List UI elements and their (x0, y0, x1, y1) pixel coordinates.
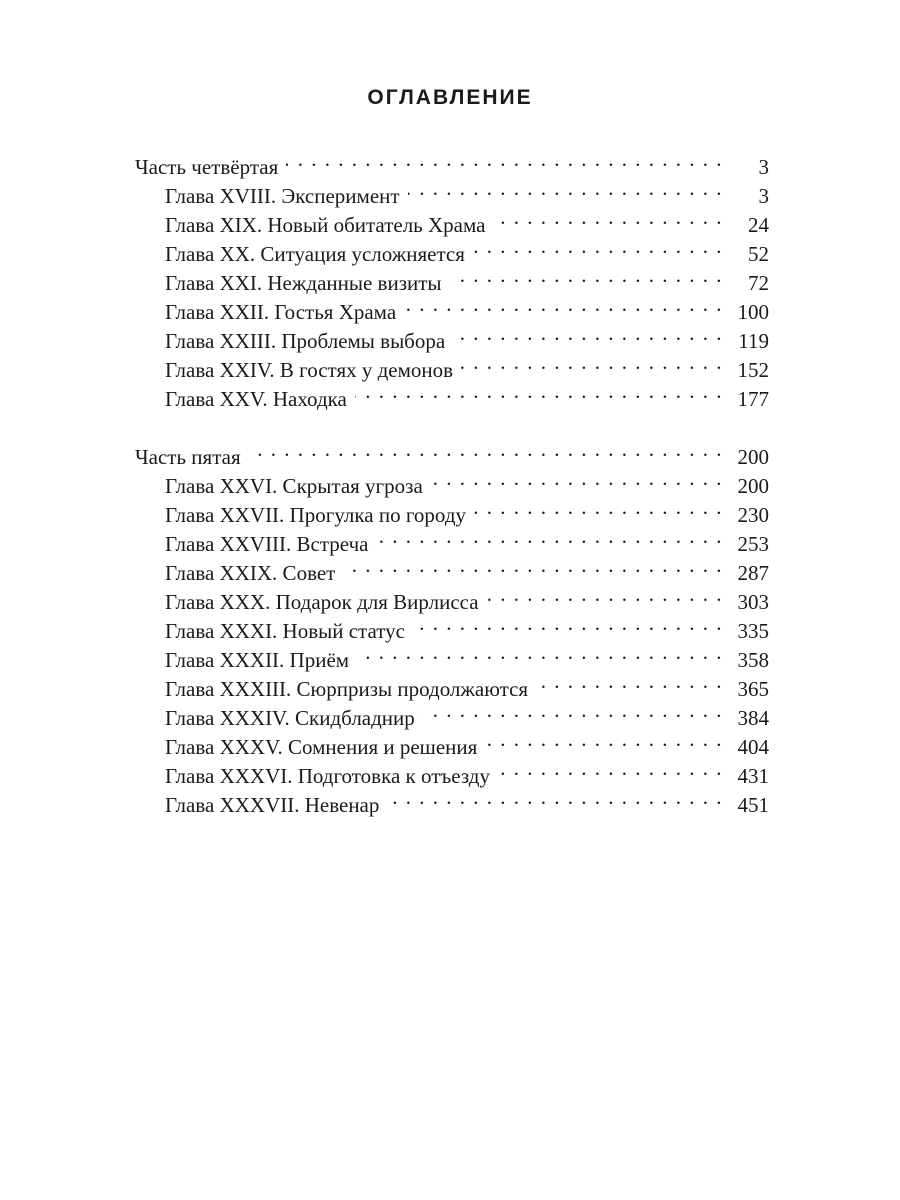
page-number: 119 (738, 329, 769, 353)
dot-leader (355, 377, 723, 406)
chapter-title: Глава XXVII. Прогулка по городу (165, 503, 467, 527)
dot-leader (450, 261, 723, 290)
page-number: 451 (737, 793, 769, 817)
toc-part-row[interactable] (135, 145, 769, 179)
dot-leader (357, 638, 723, 667)
dot-leader (387, 783, 723, 812)
page-number: 72 (748, 271, 769, 295)
chapter-title: Глава XXXVI. Подготовка к отъезду (165, 764, 490, 788)
page-number: 303 (737, 590, 769, 614)
page-number: 230 (737, 503, 769, 527)
page-number: 384 (737, 706, 769, 730)
page-number: 100 (737, 300, 769, 324)
chapter-title: Глава XIX. Новый обитатель Храма (165, 213, 486, 237)
page-number: 3 (758, 155, 769, 179)
toc-part-section (135, 435, 769, 817)
page-title: ОГЛАВЛЕНИЕ (367, 86, 533, 109)
page-number: 177 (737, 387, 769, 411)
chapter-title: Глава XX. Ситуация усложняется (165, 242, 465, 266)
dot-leader (474, 493, 723, 522)
chapter-title: Глава XXXV. Сомнения и решения (165, 735, 478, 759)
chapter-title: Глава XXVI. Скрытая угроза (165, 474, 423, 498)
dot-leader (461, 348, 723, 377)
chapter-title: Глава XXXIII. Сюрпризы продолжаются (165, 677, 529, 701)
part-title: Часть пятая (135, 445, 241, 469)
dot-leader (377, 522, 724, 551)
dot-leader (536, 667, 723, 696)
chapter-title: Глава XXXIV. Скидбладнир (165, 706, 415, 730)
chapter-title: Глава XXII. Гостья Храма (165, 300, 397, 324)
chapter-title: Глава XVIII. Эксперимент (165, 184, 400, 208)
page-number: 152 (737, 358, 769, 382)
page-number: 404 (737, 735, 769, 759)
page-number: 24 (748, 213, 769, 237)
table-of-contents (135, 145, 769, 817)
dot-leader (408, 174, 723, 203)
dot-leader (286, 145, 723, 174)
dot-leader (249, 435, 723, 464)
dot-leader (413, 609, 723, 638)
page-number: 52 (748, 242, 769, 266)
chapter-title: Глава XXVIII. Встреча (165, 532, 369, 556)
page-number: 200 (737, 474, 769, 498)
dot-leader (431, 464, 723, 493)
dot-leader (404, 290, 723, 319)
chapter-title: Глава XXV. Находка (165, 387, 347, 411)
page-number: 358 (737, 648, 769, 672)
chapter-title: Глава XXXII. Приём (165, 648, 350, 672)
chapter-title: Глава XXXI. Новый статус (165, 619, 405, 643)
page-number: 200 (737, 445, 769, 469)
chapter-title: Глава XXI. Нежданные визиты (165, 271, 442, 295)
page-number: 287 (737, 561, 769, 585)
dot-leader (423, 696, 723, 725)
toc-part-row[interactable] (135, 435, 769, 469)
dot-leader (485, 725, 723, 754)
dot-leader (453, 319, 723, 348)
chapter-title: Глава XXIX. Совет (165, 561, 336, 585)
toc-part-section (135, 145, 769, 411)
dot-leader (487, 580, 723, 609)
chapter-title: Глава XXX. Подарок для Вирлисса (165, 590, 479, 614)
page-number: 253 (737, 532, 769, 556)
page-number: 365 (737, 677, 769, 701)
page-number: 335 (737, 619, 769, 643)
dot-leader (498, 754, 723, 783)
dot-leader (343, 551, 723, 580)
page-number: 3 (758, 184, 769, 208)
page-number: 431 (737, 764, 769, 788)
part-title: Часть четвёртая (135, 155, 279, 179)
dot-leader (473, 232, 723, 261)
dot-leader (493, 203, 723, 232)
chapter-title: Глава XXXVII. Невенар (165, 793, 380, 817)
chapter-title: Глава XXIII. Проблемы выбора (165, 329, 446, 353)
chapter-title: Глава XXIV. В гостях у демонов (165, 358, 454, 382)
